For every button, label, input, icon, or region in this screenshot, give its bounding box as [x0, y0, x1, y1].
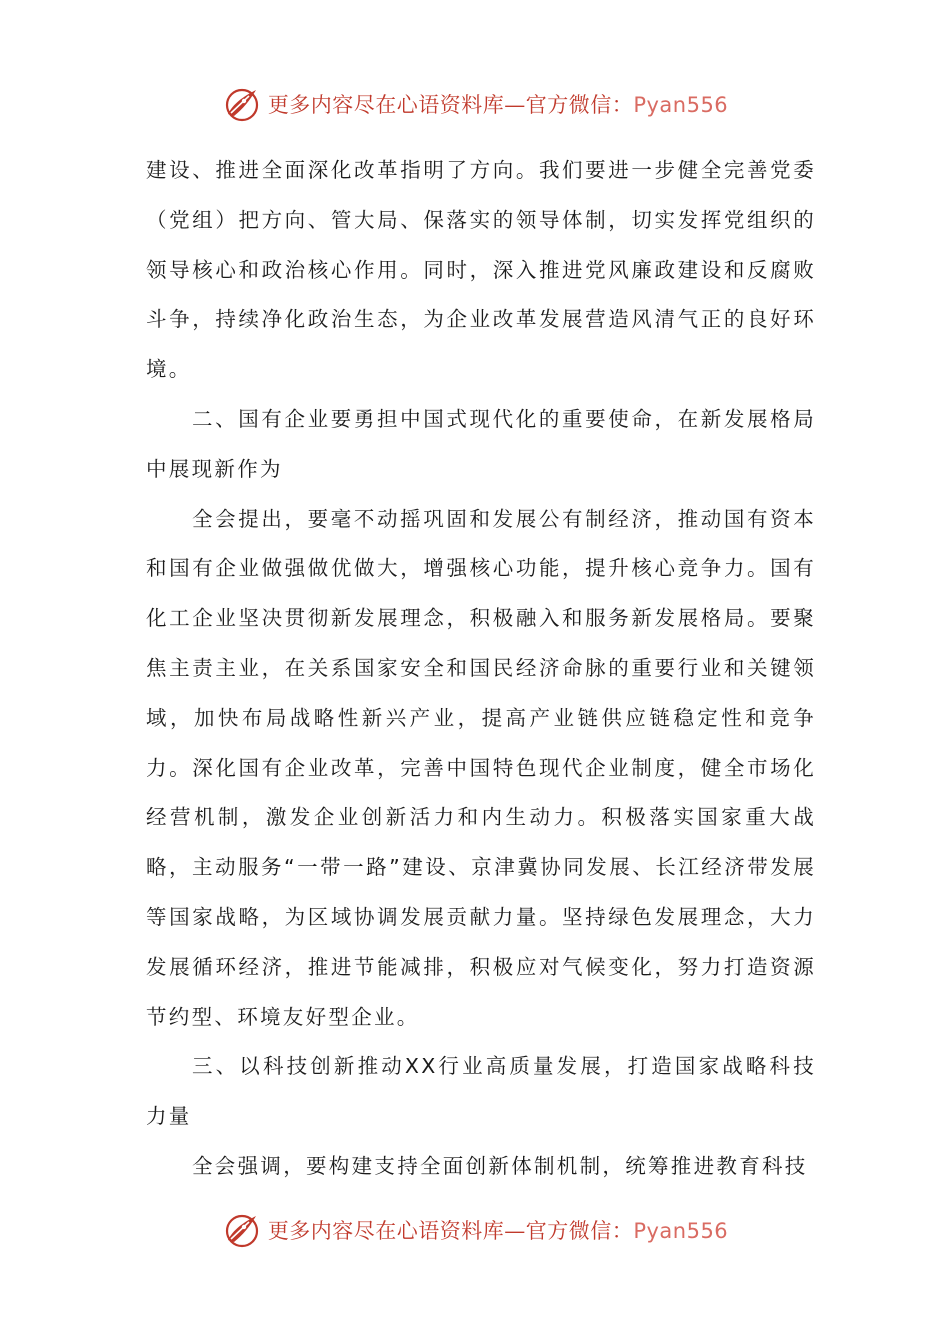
section-heading-3: 三、以科技创新推动XX行业高质量发展，打造国家战略科技力量 — [146, 1054, 816, 1129]
banner-text — [268, 1215, 728, 1245]
header-banner — [0, 82, 950, 126]
banner-text — [268, 89, 728, 119]
paragraph-body-2: 全会强调，要构建支持全面创新体制机制，统筹推进教育科技 — [192, 1153, 808, 1178]
section-heading-2: 二、国有企业要勇担中国式现代化的重要使命，在新发展格局中展现新作为 — [146, 406, 816, 481]
banner-wechat-id: Pyan556 — [633, 93, 729, 117]
paragraph-body: 全会提出，要毫不动摇巩固和发展公有制经济，推动国有资本和国有企业做强做优做大，增强核心功能，提升核心竞争力。国有化工企业坚决贯彻新发展理念，积极融入和服务新发展格局。要聚焦主责主业，在关系国家安全和国民经济命脉的重要行业和关键领域，加快布局战略性新兴产业，提高产业链供应链稳定性和竞争力。深化国有企业改革，完善中国特色现代企业制度，健全市场化经营机制，激发企业创新活力和内生动力。积极落实国家重大战略，主动服务“一带一路”建设、京津冀协同发展、长江经济带发展等国家战略，为区域协调发展贡献力量。坚持绿色发展理念，大力发展循环经济，推进节能减排，积极应对气候变化，努力打造资源节约型、环境友好型企业。 — [146, 506, 816, 1029]
document-body — [146, 146, 816, 1192]
footer-banner — [0, 1208, 950, 1252]
banner-wechat-id: Pyan556 — [633, 1219, 729, 1243]
pen-nib-logo-icon — [222, 84, 262, 124]
pen-nib-logo-icon — [222, 1210, 262, 1250]
banner-slogan: 更多内容尽在心语资料库—官方微信： — [267, 1219, 634, 1243]
paragraph-continuation: 建设、推进全面深化改革指明了方向。我们要进一步健全完善党委（党组）把方向、管大局、保落实的领导体制，切实发挥党组织的领导核心和政治核心作用。同时，深入推进党风廉政建设和反腐败斗争，持续净化政治生态，为企业改革发展营造风清气正的良好环境。 — [146, 158, 816, 382]
banner-slogan: 更多内容尽在心语资料库—官方微信： — [267, 93, 634, 117]
